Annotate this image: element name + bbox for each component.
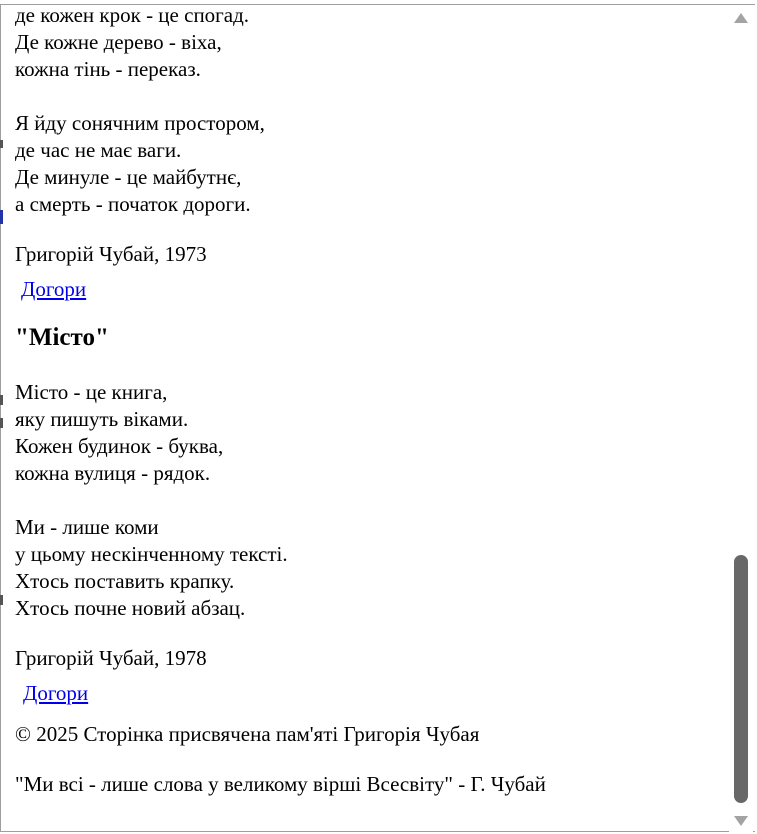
footer-copyright: © 2025 Сторінка присвячена пам'яті Григорія Чубая <box>15 722 480 746</box>
poem-line: де час не має ваги. <box>15 138 182 162</box>
poem-2-author: Григорій Чубай, 1978 <box>15 646 207 670</box>
poem-2-stanza-2 <box>15 514 715 622</box>
poem-line: Я йду сонячним простором, <box>15 111 265 135</box>
poem-line: кожна вулиця - рядок. <box>15 461 211 485</box>
edge-fragment <box>0 595 3 605</box>
poem-line: а смерть - початок дороги. <box>15 192 251 216</box>
vertical-scrollbar[interactable] <box>729 5 753 832</box>
poem-title: "Місто" <box>15 324 109 351</box>
poem-line: яку пишуть віками. <box>15 407 189 431</box>
edge-fragment <box>0 210 3 224</box>
scroll-up-arrow-icon[interactable] <box>734 13 748 23</box>
scroll-down-arrow-icon[interactable] <box>734 816 748 826</box>
edge-fragment <box>0 418 3 428</box>
poem-1-stanza-1 <box>15 4 715 83</box>
poem-2-stanza-1 <box>15 379 715 487</box>
poem-1-author: Григорій Чубай, 1973 <box>15 242 207 266</box>
poem-line: Ми - лише коми <box>15 515 159 539</box>
poem-line: Хтось поставить крапку. <box>15 569 235 593</box>
poem-line: Де кожне дерево - віха, <box>15 30 222 54</box>
scroll-thumb[interactable] <box>734 555 748 803</box>
poem-line: Місто - це книга, <box>15 380 168 404</box>
poem-line: кожна тінь - переказ. <box>15 57 201 81</box>
edge-fragment <box>0 140 3 148</box>
poem-1-stanza-2 <box>15 110 715 218</box>
poem-line: Де минуле - це майбутнє, <box>15 165 242 189</box>
dialog-frame <box>0 4 755 832</box>
poem-line: у цьому нескінченному тексті. <box>15 542 288 566</box>
back-to-top-link[interactable]: Догори <box>21 277 87 301</box>
edge-fragment <box>0 395 3 405</box>
page-content <box>15 4 715 798</box>
poem-line: Хтось почне новий абзац. <box>15 596 246 620</box>
footer-quote: "Ми всі - лише слова у великому вірші Всесвіту" - Г. Чубай <box>15 772 546 796</box>
poem-line: де кожен крок - це спогад. <box>15 4 250 27</box>
back-to-top-link[interactable]: Догори <box>23 681 89 705</box>
poem-line: Кожен будинок - буква, <box>15 434 224 458</box>
